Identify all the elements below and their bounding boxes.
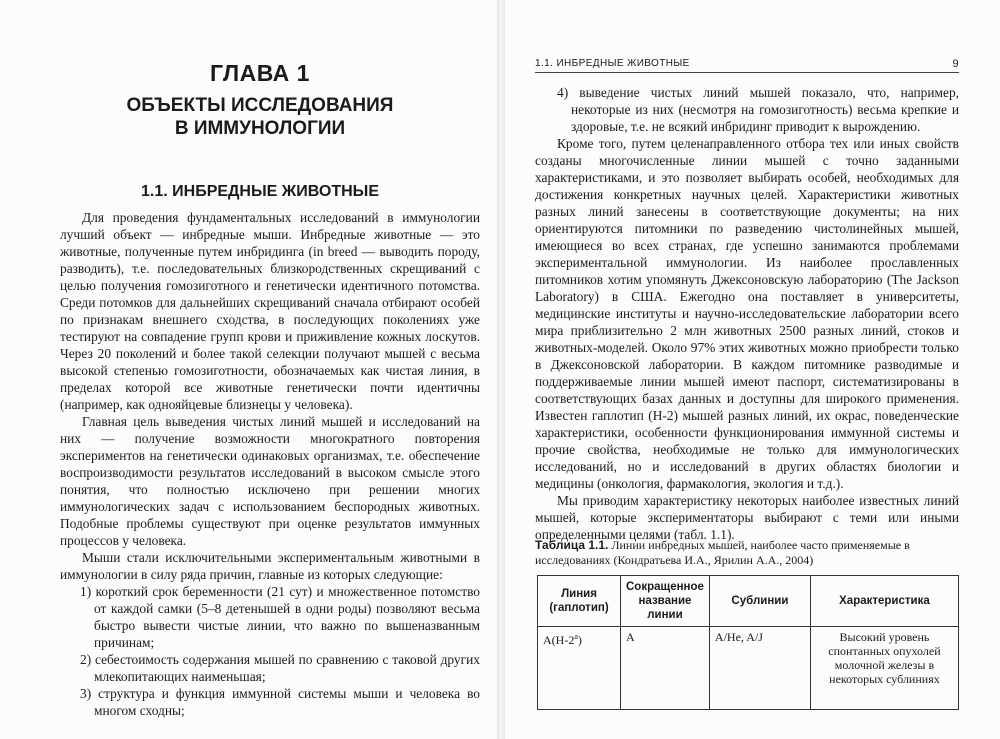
- right-body-text: [535, 84, 959, 543]
- table-cell-abbr: A: [621, 627, 710, 710]
- section-heading: 1.1. ИНБРЕДНЫЕ ЖИВОТНЫЕ: [141, 183, 379, 200]
- table-row: [538, 627, 959, 710]
- list-item: 3) структура и функция иммунной системы мыши и человека во многом сходны;: [80, 686, 480, 718]
- table-cell-line: [538, 627, 621, 710]
- left-page: [0, 0, 497, 739]
- table-header-cell: Сублинии: [709, 576, 810, 627]
- line-name: A(H-2: [543, 633, 575, 647]
- running-head-title: 1.1. ИНБРЕДНЫЕ ЖИВОТНЫЕ: [535, 58, 690, 69]
- table-caption: [535, 538, 959, 568]
- page-number: 9: [952, 58, 959, 70]
- paragraph: Мы приводим характеристику некоторых наиболее известных линий мышей, которые экспериментаторы выбирают с теми или иными определенными целями (табл. 1.1).: [535, 493, 959, 542]
- table-cell-sublines: A/He, A/J: [709, 627, 810, 710]
- chapter-title: ОБЪЕКТЫ ИССЛЕДОВАНИЯ В ИММУНОЛОГИИ: [126, 95, 394, 139]
- paragraph: Кроме того, путем целенаправленного отбора тех или иных свойств созданы многочисленные линии мышей с точно заданными характеристиками, и это позволяет выбирать особей, необходимых для достижения конкретных научных целей. Характеристики животных разных линий занесены в соответствующие документы; на них ориентируются питомники по разведению чистолинейных мышей, имеющиеся во всех странах, где успешно занимаются проблемами экспериментальной иммунологии. Из наиболее прославленных питомников хотим упомянуть Джексоновскую лабораторию (The Jackson Laboratory) в США. Ежегодно она поставляет в университеты, медицинские институты и научно-исследовательские лаборатории всего мира приблизительно 2 млн животных 2500 разных линий, стоков и животных-моделей. Около 97% этих животных можно приобрести только в Джексоновской лаборатории. В каждом питомнике разводимые и поддерживаемые линии мышей имеют паспорт, систематизированы в соответствующих базах данных и доступны для широкого применения. Известен гаплотип (H-2) мышей разных линий, их окрас, поведенческие характеристики, особенности функционирования иммунной системы и прочие свойства, необходимые не только для иммунологических исследований, но и исследований в других областях биологии и медицины (онкология, фармакология, экология и т.д.).: [535, 136, 959, 491]
- line-haplotype-sup: a: [574, 632, 578, 641]
- table-header-cell: Сокращенное название линии: [621, 576, 710, 627]
- paragraph: Главная цель выведения чистых линий мышей и исследований на них — получение возможности многократного повторения экспериментов на генетически одинаковых организмах, т.е. обеспечение воспроизводимости результатов исследований в высоком смысле этого понятия, что полностью исключено при решении многих иммунологических задач с использованием беспородных животных. Подобные проблемы существуют при оценке результатов иммунных процессов у человека.: [60, 414, 480, 548]
- paragraph: Мыши стали исключительными экспериментальным животными в иммунологии в силу ряда причин, главные из которых следующие:: [60, 550, 480, 582]
- mouse-lines-table: [537, 575, 959, 710]
- right-page: [505, 0, 1000, 739]
- running-head: [535, 58, 959, 73]
- left-body-text: [60, 209, 480, 719]
- book-gutter: [497, 0, 505, 739]
- table-header-cell: Характеристика: [810, 576, 958, 627]
- table-header-cell: Линия (гаплотип): [538, 576, 621, 627]
- table-caption-label: Таблица 1.1.: [535, 538, 609, 552]
- chapter-label: ГЛАВА 1: [210, 60, 310, 86]
- table-caption-text: Линии инбредных мышей, наиболее часто применяемые в исследованиях (Кондратьева И.А., Ярилин А.А., 2004): [535, 538, 910, 567]
- table-header-row: [538, 576, 959, 627]
- table-cell-characteristic: Высокий уровень спонтанных опухолей молочной железы в некоторых сублиниях: [810, 627, 958, 710]
- line-name-end: ): [577, 633, 582, 647]
- list-item: 4) выведение чистых линий мышей показало, что, например, некоторые из них (несмотря на гомозиготность) весьма крепкие и здоровые, т.е. не всякий инбридинг приводит к вырождению.: [557, 85, 959, 134]
- list-item: 1) короткий срок беременности (21 сут) и множественное потомство от каждой самки (5–8 детенышей в одни роды) позволяют весьма быстро вывести чистые линии, что важно по вышеназванным причинам;: [80, 584, 480, 650]
- paragraph: Для проведения фундаментальных исследований в иммунологии лучший объект — инбредные мыши. Инбредные животные — это животные, полученные путем инбридинга (in breed — выводить породу, разводить), т.е. последовательных близкородственных скрещиваний с целью получения гомозиготного и генетически идентичного потомства. Среди потомков для дальнейших скрещиваний сначала отбирают особей по признакам внешнего сходства, в последующих поколениях уже тестируют на совпадение групп крови и приживление кожных лоскутов. Через 20 поколений и более такой селекции получают мышей с весьма высокой степенью гомозиготности, обозначаемых как чистая линия, в пределах которой все животные генетически почти идентичны (например, как однояйцевые близнецы у человека).: [60, 210, 480, 412]
- list-item: 2) себестоимость содержания мышей по сравнению с таковой других млекопитающих наименьшая;: [80, 652, 480, 684]
